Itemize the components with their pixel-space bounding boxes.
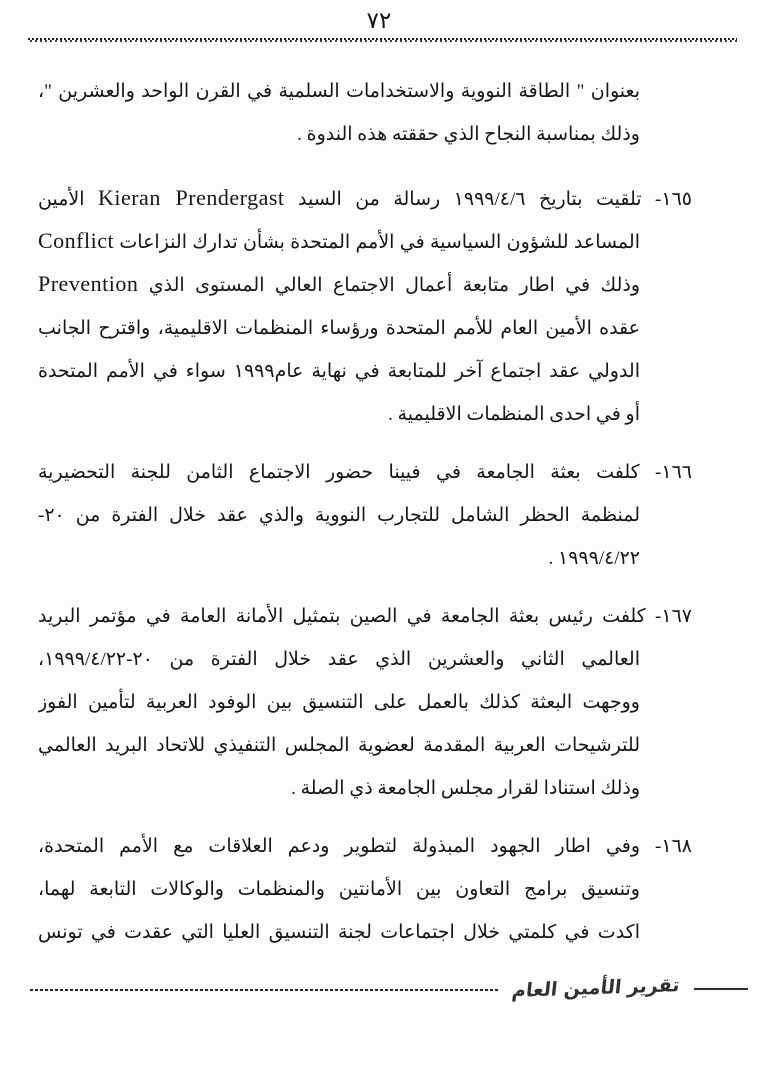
paragraph-number: ١٦٧- [655, 606, 692, 627]
text-line: وذلك بمناسبة النجاح الذي حققته هذه الندوة . [297, 124, 640, 145]
text-line: أو في احدى المنظمات الاقليمية . [388, 404, 640, 425]
text-line: ١٦٧- كلفت رئيس بعثة الجامعة في الصين بتمثيل الأمانة العامة في مؤتمر البريد [38, 606, 692, 627]
paragraph-number: ١٦٨- [655, 836, 692, 857]
document-body [0, 70, 758, 954]
text-line: بعنوان " الطاقة النووية والاستخدامات السلمية في القرن الواحد والعشرين "، [38, 81, 640, 102]
paragraph-number: ١٦٦- [655, 462, 692, 483]
text-line: اكدت في كلمتي خلال اجتماعات لجنة التنسيق العليا التي عقدت في تونس [38, 922, 640, 943]
text-line: ١٩٩٩/٤/٢٢ . [548, 548, 640, 569]
header-rule [28, 38, 737, 42]
text-line: العالمي الثاني والعشرين الذي عقد خلال الفترة من ٢٠-١٩٩٩/٤/٢٢، [38, 649, 640, 670]
text-line: الدولي عقد اجتماع آخر للمتابعة في نهاية عام١٩٩٩ سواء في الأمم المتحدة [38, 361, 640, 382]
paragraph-intro [38, 70, 692, 156]
paragraph-item [38, 178, 692, 436]
text-line: لمنظمة الحظر الشامل للتجارب النووية والذي عقد خلال الفترة من ٢٠- [38, 505, 640, 526]
text-line: وتنسيق برامج التعاون بين الأمانتين والمنظمات والوكالات التابعة لهما، [38, 879, 640, 900]
text-line: وذلك استنادا لقرار مجلس الجامعة ذي الصلة . [291, 778, 640, 799]
page-number: ٧٢ [366, 8, 392, 34]
latin-text: Prevention [38, 271, 139, 296]
paragraph-item [38, 595, 692, 810]
footer-dash-right [694, 988, 748, 990]
text-line: المساعد للشؤون السياسية في الأمم المتحدة بشأن تدارك النزاعات Conflict [38, 228, 640, 253]
text-line: ووجهت البعثة كذلك بالعمل على التنسيق بين الوفود العربية لتأمين الفوز [38, 692, 640, 713]
text-line: ١٦٥- تلقيت بتاريخ ١٩٩٩/٤/٦ رسالة من السيد Kieran Prendergast الأمين [38, 185, 692, 210]
paragraph-number: ١٦٥- [655, 189, 692, 210]
text-line: ١٦٦- كلفت بعثة الجامعة في فيينا حضور الاجتماع الثامن للجنة التحضيرية [38, 462, 692, 483]
paragraph-item [38, 451, 692, 580]
paragraph-item [38, 825, 692, 954]
text-line: ١٦٨- وفي اطار الجهود المبذولة لتطوير ودعم العلاقات مع الأمم المتحدة، [38, 836, 692, 857]
text-line: وذلك في اطار متابعة أعمال الاجتماع العالي المستوى الذي Prevention [38, 271, 640, 296]
text-line: عقده الأمين العام للأمم المتحدة ورؤساء المنظمات الاقليمية، واقترح الجانب [38, 318, 640, 339]
page-footer [0, 966, 758, 1010]
text-line: للترشيحات العربية المقدمة لعضوية المجلس التنفيذي للاتحاد البريد العالمي [38, 735, 640, 756]
latin-text: Kieran Prendergast [97, 185, 285, 210]
latin-text: Conflict [38, 228, 115, 253]
footer-signature: تقرير الأمين العام [511, 974, 682, 1002]
footer-rule-left [30, 988, 498, 991]
